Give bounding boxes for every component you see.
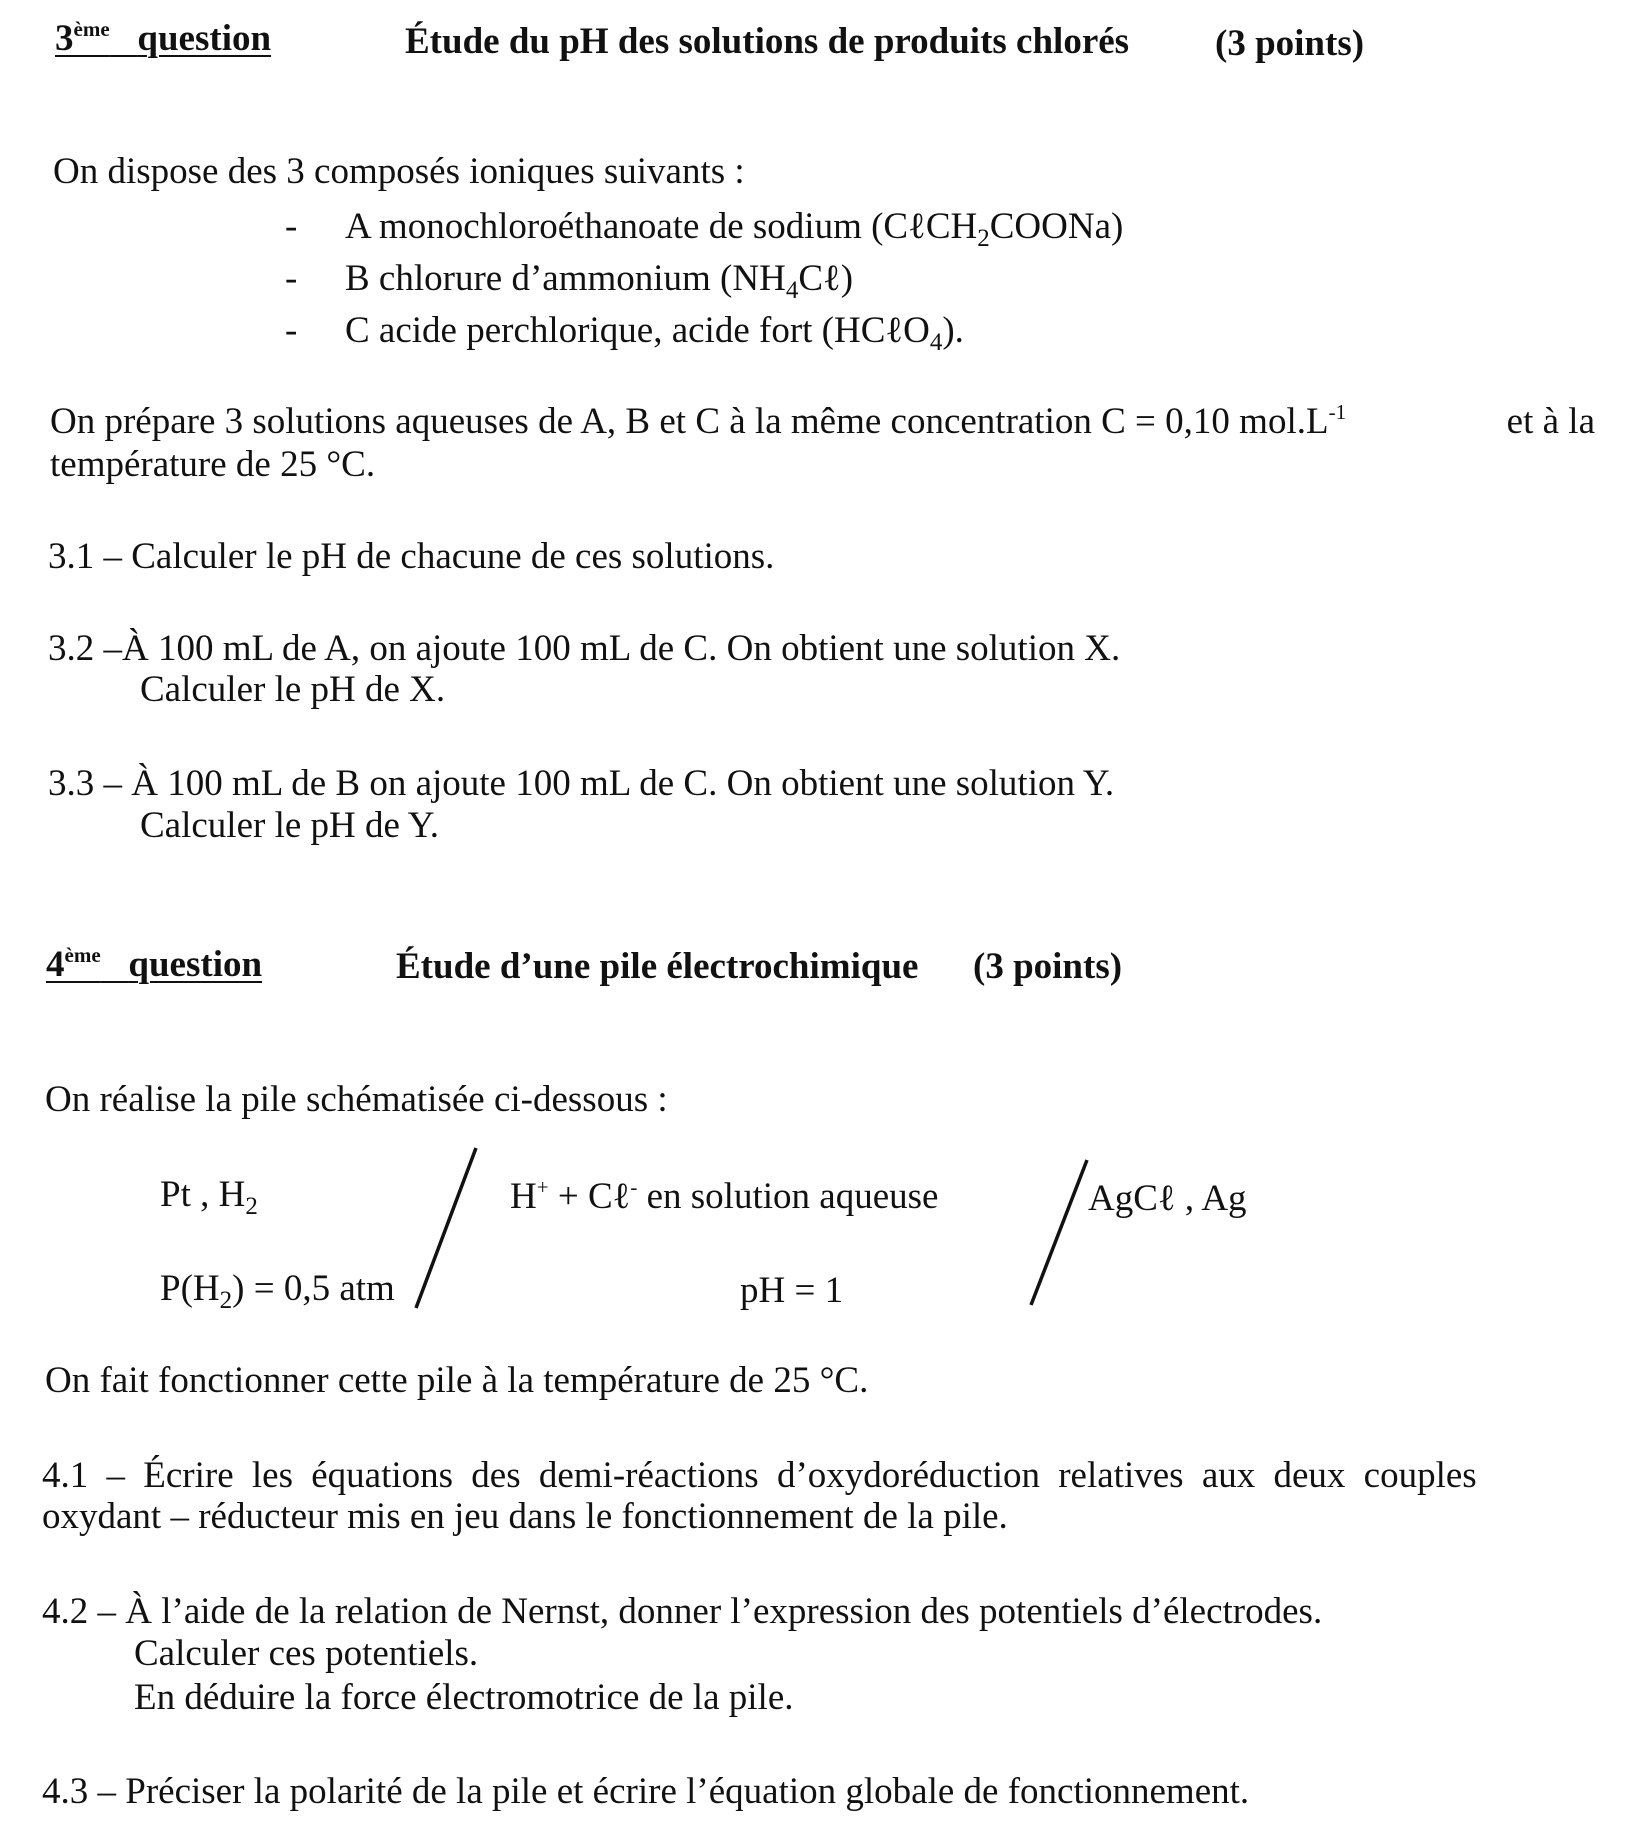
q3-intro: On dispose des 3 composés ioniques suivants : <box>53 151 745 192</box>
sub-4-2-line-1: 4.2 – À l’aide de la relation de Nernst, donner l’expression des potentiels d’électrodes. <box>42 1591 1323 1632</box>
cell-ph: pH = 1 <box>740 1270 844 1311</box>
list-bullet: - <box>285 206 298 247</box>
sub-3-2-line-1: 3.2 –À 100 mL de A, on ajoute 100 mL de C. On obtient une solution X. <box>48 628 1121 669</box>
list-item-c: C acide perchlorique, acide fort (HCℓO$_4$). <box>345 310 964 356</box>
q4-intro: On réalise la pile schématisée ci-dessous : <box>45 1079 668 1120</box>
junction-slash-left <box>410 1148 490 1318</box>
cell-pressure: $P(H_2) = 0,5$ atm <box>160 1268 395 1314</box>
list-bullet: - <box>285 310 298 351</box>
sub-4-2-line-3: En déduire la force électromotrice de la pile. <box>134 1677 794 1718</box>
prep-line-1: On prépare 3 solutions aqueuses de A, B et C à la même concentration C = 0,10 $mol.L^{-1}$ et à la <box>50 400 1595 442</box>
list-bullet: - <box>285 258 298 299</box>
sub-4-3: 4.3 – Préciser la polarité de la pile et écrire l’équation globale de fonctionnement. <box>42 1771 1250 1812</box>
list-item-a: A monochloroéthanoate de sodium (CℓCH$_2$COONa) <box>345 206 1124 252</box>
cell-cathode: AgCℓ , Ag <box>1088 1178 1247 1219</box>
junction-line-left <box>416 1148 476 1308</box>
prep-line-2: température de 25 °C. <box>50 444 376 485</box>
list-item-b: B chlorure d’ammonium $(NH_4C\ell)$ <box>345 258 854 304</box>
q4-label: 4ème question <box>46 943 263 985</box>
q3-label: 3ème question <box>55 17 272 59</box>
sub-3-2-line-2: Calculer le pH de X. <box>140 669 446 710</box>
sub-3-3-line-1: 3.3 – À 100 mL de B on ajoute 100 mL de C. On obtient une solution Y. <box>48 763 1115 804</box>
sub-3-3-line-2: Calculer le pH de Y. <box>140 805 439 846</box>
cell-electrolyte: H+ + Cℓ- en solution aqueuse <box>510 1175 939 1217</box>
q4-temperature: On fait fonctionner cette pile à la température de 25 °C. <box>45 1360 869 1401</box>
cell-anode: Pt , $H_2$ <box>160 1174 258 1220</box>
q4-title: Étude d’une pile électrochimique <box>396 946 919 987</box>
q4-points: (3 points) <box>973 946 1123 987</box>
sub-4-1-line-1: 4.1 – Écrire les équations des demi-réactions d’oxydoréduction relatives aux deux couples <box>42 1455 1477 1496</box>
q3-points: (3 points) <box>1215 23 1365 64</box>
sub-4-2-line-2: Calculer ces potentiels. <box>134 1633 479 1674</box>
junction-line-right <box>1031 1160 1087 1305</box>
sub-3-1: 3.1 – Calculer le pH de chacune de ces solutions. <box>48 536 775 577</box>
sub-4-1-line-2: oxydant – réducteur mis en jeu dans le fonctionnement de la pile. <box>42 1496 1008 1537</box>
q3-title: Étude du pH des solutions de produits chlorés <box>405 21 1130 62</box>
